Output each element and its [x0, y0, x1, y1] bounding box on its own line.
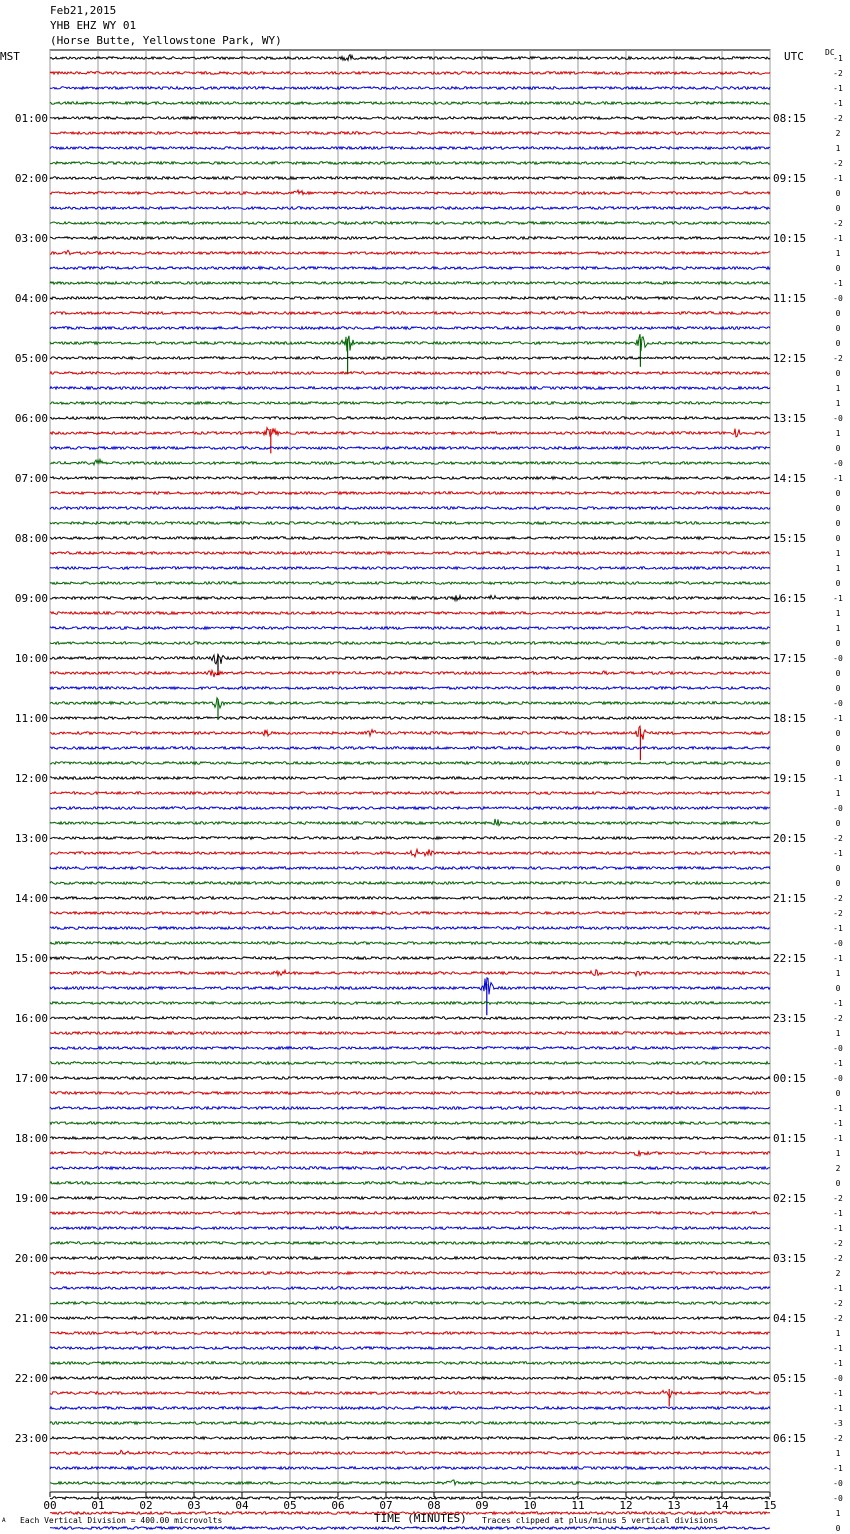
dc-offset-label: -0 — [833, 1044, 843, 1053]
dc-offset-label: -0 — [833, 1494, 843, 1503]
seismic-trace — [50, 1122, 770, 1125]
dc-offset-label: -1 — [833, 54, 843, 63]
mst-hour-label: 22:00 — [14, 1372, 48, 1385]
x-tick-label: 09 — [475, 1499, 489, 1512]
dc-offset-label: -1 — [833, 99, 843, 108]
mst-hour-label: 15:00 — [14, 952, 48, 965]
dc-offset-label: 0 — [835, 369, 841, 378]
dc-offset-label: 1 — [835, 549, 841, 558]
seismic-trace — [50, 402, 770, 405]
seismic-trace — [50, 222, 770, 225]
utc-hour-label: 14:15 — [773, 472, 807, 485]
dc-offset-label: -0 — [833, 414, 843, 423]
utc-hour-label: 11:15 — [773, 292, 807, 305]
x-tick-label: 11 — [571, 1499, 585, 1512]
dc-offset-label: 0 — [835, 579, 841, 588]
dc-offset-label: 2 — [835, 1164, 841, 1173]
seismic-trace — [50, 132, 770, 135]
seismic-trace — [50, 698, 770, 708]
mst-hour-label: 17:00 — [14, 1072, 48, 1085]
seismic-trace — [50, 582, 770, 585]
dc-offset-label: -2 — [833, 909, 843, 918]
seismic-trace — [50, 717, 770, 720]
dc-offset-label: -0 — [833, 699, 843, 708]
mst-hour-label: 07:00 — [14, 472, 48, 485]
mst-hour-label: 21:00 — [14, 1312, 48, 1325]
seismic-trace — [50, 537, 770, 540]
dc-offset-label: 0 — [835, 339, 841, 348]
dc-offset-label: -2 — [833, 1434, 843, 1443]
seismic-trace — [50, 942, 770, 945]
dc-offset-label: -1 — [833, 1209, 843, 1218]
seismic-trace — [50, 1137, 770, 1140]
seismic-trace — [50, 55, 770, 61]
x-tick-label: 04 — [235, 1499, 249, 1512]
dc-offset-label: 0 — [835, 729, 841, 738]
dc-offset-label: -0 — [833, 654, 843, 663]
seismic-trace — [50, 1227, 770, 1230]
scale-note: Each Vertical Division = 400.00 microvolts — [20, 1516, 223, 1525]
mst-hour-label: 08:00 — [14, 532, 48, 545]
seismic-trace — [50, 655, 770, 664]
mst-hour-label: 01:00 — [14, 112, 48, 125]
dc-offset-label: 2 — [835, 129, 841, 138]
seismic-trace — [50, 1197, 770, 1200]
seismic-trace — [50, 612, 770, 615]
corner-mark: A — [2, 1517, 6, 1524]
dc-offset-label: 0 — [835, 504, 841, 513]
dc-offset-label: -2 — [833, 834, 843, 843]
utc-hour-label: 21:15 — [773, 892, 807, 905]
dc-offset-label: 0 — [835, 204, 841, 213]
left-timezone-label: MST — [0, 50, 20, 63]
seismic-trace — [50, 237, 770, 240]
dc-offset-label: 1 — [835, 399, 841, 408]
dc-offset-label: 0 — [835, 669, 841, 678]
seismic-trace — [50, 417, 770, 420]
utc-hour-label: 17:15 — [773, 652, 807, 665]
seismic-trace — [50, 1527, 770, 1530]
dc-offset-label: 0 — [835, 309, 841, 318]
dc-offset-label: -3 — [833, 1419, 843, 1428]
dc-offset-label: 1 — [835, 144, 841, 153]
seismic-trace — [50, 819, 770, 826]
utc-hour-label: 18:15 — [773, 712, 807, 725]
dc-offset-label: -1 — [833, 1359, 843, 1368]
seismic-trace — [50, 792, 770, 795]
seismic-trace — [50, 72, 770, 75]
seismic-trace — [50, 1107, 770, 1110]
dc-offset-label: 1 — [835, 1149, 841, 1158]
seismic-trace — [50, 477, 770, 480]
dc-offset-label: 0 — [835, 759, 841, 768]
dc-offset-label: -1 — [833, 1404, 843, 1413]
dc-offset-label: -0 — [833, 1479, 843, 1488]
dc-offset-label: -1 — [833, 849, 843, 858]
seismic-trace — [50, 102, 770, 105]
seismic-trace — [50, 372, 770, 375]
seismic-trace — [50, 849, 770, 857]
dc-offset-label: 1 — [835, 1509, 841, 1518]
dc-offset-label: -0 — [833, 459, 843, 468]
dc-offset-label: 1 — [835, 1329, 841, 1338]
seismic-trace — [50, 867, 770, 870]
x-tick-label: 05 — [283, 1499, 297, 1512]
seismic-trace — [50, 87, 770, 90]
seismic-trace — [50, 552, 770, 555]
dc-offset-label: -1 — [833, 924, 843, 933]
seismic-trace — [50, 267, 770, 270]
dc-offset-label: -1 — [833, 234, 843, 243]
mst-hour-label: 13:00 — [14, 832, 48, 845]
utc-hour-label: 09:15 — [773, 172, 807, 185]
dc-offset-label: 0 — [835, 864, 841, 873]
right-timezone-label: UTC — [784, 50, 804, 63]
seismic-trace — [50, 1257, 770, 1260]
dc-offset-label: 0 — [835, 189, 841, 198]
seismic-trace — [50, 1272, 770, 1275]
x-tick-label: 13 — [667, 1499, 681, 1512]
dc-offset-label: -1 — [833, 999, 843, 1008]
dc-offset-label: -1 — [833, 474, 843, 483]
dc-offset-label: 0 — [835, 744, 841, 753]
dc-offset-label: -1 — [833, 1344, 843, 1353]
dc-offset-label: 1 — [835, 384, 841, 393]
seismic-trace — [50, 567, 770, 570]
seismic-trace — [50, 927, 770, 930]
x-tick-label: 12 — [619, 1499, 633, 1512]
x-tick-label: 02 — [139, 1499, 153, 1512]
seismic-trace — [50, 807, 770, 810]
mst-hour-label: 06:00 — [14, 412, 48, 425]
dc-offset-label: -1 — [833, 1284, 843, 1293]
seismic-trace — [50, 670, 770, 677]
mst-hour-label: 05:00 — [14, 352, 48, 365]
dc-offset-label: 0 — [835, 519, 841, 528]
dc-offset-label: -2 — [833, 1299, 843, 1308]
utc-hour-label: 22:15 — [773, 952, 807, 965]
x-tick-label: 14 — [715, 1499, 729, 1512]
dc-offset-label: 0 — [835, 819, 841, 828]
seismic-trace — [50, 1077, 770, 1080]
mst-hour-label: 16:00 — [14, 1012, 48, 1025]
mst-hour-label: 09:00 — [14, 592, 48, 605]
utc-hour-label: 13:15 — [773, 412, 807, 425]
x-tick-label: 06 — [331, 1499, 345, 1512]
seismic-trace — [50, 1062, 770, 1065]
seismic-trace — [50, 897, 770, 900]
seismic-trace — [50, 162, 770, 165]
dc-offset-label: 0 — [835, 534, 841, 543]
mst-hour-label: 12:00 — [14, 772, 48, 785]
dc-offset-label: 1 — [835, 249, 841, 258]
dc-offset-label: -0 — [833, 1374, 843, 1383]
seismic-trace — [50, 282, 770, 285]
seismic-trace — [50, 970, 770, 976]
clip-note: Traces clipped at plus/minus 5 vertical divisions — [482, 1516, 719, 1525]
utc-hour-label: 02:15 — [773, 1192, 807, 1205]
dc-offset-label: -1 — [833, 774, 843, 783]
dc-offset-label: -1 — [833, 1059, 843, 1068]
dc-offset-label: -2 — [833, 894, 843, 903]
dc-offset-label: -2 — [833, 1239, 843, 1248]
seismic-trace — [50, 357, 770, 360]
seismic-trace — [50, 1450, 770, 1454]
dc-offset-label: -1 — [833, 1389, 843, 1398]
utc-hour-label: 08:15 — [773, 112, 807, 125]
utc-hour-label: 05:15 — [773, 1372, 807, 1385]
dc-offset-label: -2 — [833, 159, 843, 168]
x-tick-label: 07 — [379, 1499, 393, 1512]
seismic-trace — [50, 1151, 770, 1156]
seismic-trace — [50, 1167, 770, 1170]
dc-offset-label: -2 — [833, 354, 843, 363]
dc-offset-label: 0 — [835, 264, 841, 273]
utc-hour-label: 10:15 — [773, 232, 807, 245]
seismic-trace — [50, 1377, 770, 1380]
seismic-trace — [50, 327, 770, 330]
seismic-trace — [50, 978, 770, 995]
seismic-trace — [50, 1422, 770, 1425]
mst-hour-label: 02:00 — [14, 172, 48, 185]
seismic-trace — [50, 1362, 770, 1365]
dc-offset-label: -2 — [833, 1014, 843, 1023]
dc-offset-label: 2 — [835, 1269, 841, 1278]
seismic-trace — [50, 1347, 770, 1350]
dc-offset-label: -2 — [833, 1194, 843, 1203]
seismic-trace — [50, 1391, 770, 1398]
seismic-trace — [50, 1212, 770, 1215]
seismic-trace — [50, 1302, 770, 1305]
seismic-trace — [50, 747, 770, 750]
seismic-trace — [50, 1032, 770, 1035]
seismic-trace — [50, 460, 770, 465]
seismic-trace — [50, 912, 770, 915]
utc-hour-label: 15:15 — [773, 532, 807, 545]
dc-offset-label: 0 — [835, 324, 841, 333]
utc-hour-label: 04:15 — [773, 1312, 807, 1325]
seismic-trace — [50, 190, 770, 195]
x-tick-label: 00 — [43, 1499, 57, 1512]
dc-offset-label: -2 — [833, 114, 843, 123]
dc-offset-label: -1 — [833, 1119, 843, 1128]
dc-offset-label: -1 — [833, 279, 843, 288]
utc-hour-label: 20:15 — [773, 832, 807, 845]
seismic-trace — [50, 1287, 770, 1290]
seismic-trace — [50, 777, 770, 780]
dc-offset-label: -1 — [833, 1104, 843, 1113]
utc-hour-label: 06:15 — [773, 1432, 807, 1445]
seismic-trace — [50, 1092, 770, 1095]
seismic-trace — [50, 1017, 770, 1020]
dc-offset-label: -1 — [833, 594, 843, 603]
x-axis-label: TIME (MINUTES) — [374, 1512, 467, 1525]
dc-offset-label: 1 — [835, 624, 841, 633]
seismic-trace — [50, 642, 770, 645]
seismic-trace — [50, 687, 770, 690]
dc-offset-label: 1 — [835, 1449, 841, 1458]
seismic-trace — [50, 1437, 770, 1440]
mst-hour-label: 23:00 — [14, 1432, 48, 1445]
utc-hour-label: 01:15 — [773, 1132, 807, 1145]
dc-offset-label: 1 — [835, 429, 841, 438]
seismic-trace — [50, 312, 770, 315]
dc-offset-label: 0 — [835, 639, 841, 648]
seismic-trace — [50, 428, 770, 437]
dc-offset-label: 0 — [835, 684, 841, 693]
location-label: (Horse Butte, Yellowstone Park, WY) — [50, 34, 282, 47]
seismic-trace — [50, 837, 770, 840]
x-tick-label: 08 — [427, 1499, 441, 1512]
utc-hour-label: 12:15 — [773, 352, 807, 365]
seismic-trace — [50, 177, 770, 180]
x-tick-label: 15 — [763, 1499, 777, 1512]
seismic-trace — [50, 522, 770, 525]
seismic-trace — [50, 882, 770, 885]
seismic-trace — [50, 492, 770, 495]
seismic-trace — [50, 762, 770, 765]
mst-hour-label: 04:00 — [14, 292, 48, 305]
seismic-trace — [50, 1497, 770, 1500]
x-tick-label: 10 — [523, 1499, 537, 1512]
plot-frame — [50, 50, 770, 1492]
dc-label: DC — [825, 48, 835, 57]
dc-offset-label: 0 — [835, 984, 841, 993]
seismic-trace — [50, 1332, 770, 1335]
seismic-trace — [50, 627, 770, 630]
seismic-trace — [50, 147, 770, 150]
dc-offset-label: 0 — [835, 1089, 841, 1098]
x-tick-label: 03 — [187, 1499, 201, 1512]
date-label: Feb21,2015 — [50, 4, 117, 17]
dc-offset-label: -0 — [833, 939, 843, 948]
dc-offset-label: 0 — [835, 444, 841, 453]
dc-offset-label: -0 — [833, 1074, 843, 1083]
seismic-trace — [50, 207, 770, 210]
seismic-trace — [50, 1317, 770, 1320]
dc-offset-label: 0 — [835, 489, 841, 498]
dc-offset-label: -1 — [833, 714, 843, 723]
mst-hour-label: 10:00 — [14, 652, 48, 665]
dc-offset-label: 0 — [835, 879, 841, 888]
dc-offset-label: -2 — [833, 1254, 843, 1263]
seismic-trace — [50, 1480, 770, 1485]
dc-offset-label: -1 — [833, 84, 843, 93]
dc-offset-label: 1 — [835, 969, 841, 978]
seismic-trace — [50, 334, 770, 351]
seismic-trace — [50, 387, 770, 390]
mst-hour-label: 20:00 — [14, 1252, 48, 1265]
seismic-trace — [50, 1002, 770, 1005]
utc-hour-label: 00:15 — [773, 1072, 807, 1085]
seismic-trace — [50, 1182, 770, 1185]
mst-hour-label: 19:00 — [14, 1192, 48, 1205]
seismic-trace — [50, 1467, 770, 1470]
seismic-trace — [50, 1047, 770, 1050]
dc-offset-label: 1 — [835, 564, 841, 573]
seismic-trace — [50, 595, 770, 600]
seismic-trace — [50, 447, 770, 450]
mst-hour-label: 18:00 — [14, 1132, 48, 1145]
dc-offset-label: 0 — [835, 1524, 841, 1533]
utc-hour-label: 23:15 — [773, 1012, 807, 1025]
seismic-trace — [50, 1407, 770, 1410]
seismic-trace — [50, 117, 770, 120]
dc-offset-label: -2 — [833, 1314, 843, 1323]
dc-offset-label: -0 — [833, 294, 843, 303]
dc-offset-label: -2 — [833, 219, 843, 228]
seismic-trace — [50, 507, 770, 510]
dc-offset-label: -1 — [833, 1224, 843, 1233]
dc-offset-label: -1 — [833, 954, 843, 963]
station-label: YHB EHZ WY 01 — [50, 19, 137, 32]
dc-offset-label: 1 — [835, 1029, 841, 1038]
seismic-trace — [50, 250, 770, 254]
dc-offset-label: -1 — [833, 1134, 843, 1143]
seismic-trace — [50, 297, 770, 300]
mst-hour-label: 03:00 — [14, 232, 48, 245]
dc-offset-label: 0 — [835, 1179, 841, 1188]
dc-offset-label: -2 — [833, 69, 843, 78]
dc-offset-label: -0 — [833, 804, 843, 813]
x-tick-label: 01 — [91, 1499, 105, 1512]
dc-offset-label: -1 — [833, 1464, 843, 1473]
dc-offset-label: -1 — [833, 174, 843, 183]
seismic-trace — [50, 957, 770, 960]
mst-hour-label: 11:00 — [14, 712, 48, 725]
mst-hour-label: 14:00 — [14, 892, 48, 905]
dc-offset-label: 1 — [835, 789, 841, 798]
seismic-trace — [50, 1242, 770, 1245]
utc-hour-label: 03:15 — [773, 1252, 807, 1265]
dc-offset-label: 1 — [835, 609, 841, 618]
utc-hour-label: 16:15 — [773, 592, 807, 605]
seismic-trace — [50, 726, 770, 740]
utc-hour-label: 19:15 — [773, 772, 807, 785]
